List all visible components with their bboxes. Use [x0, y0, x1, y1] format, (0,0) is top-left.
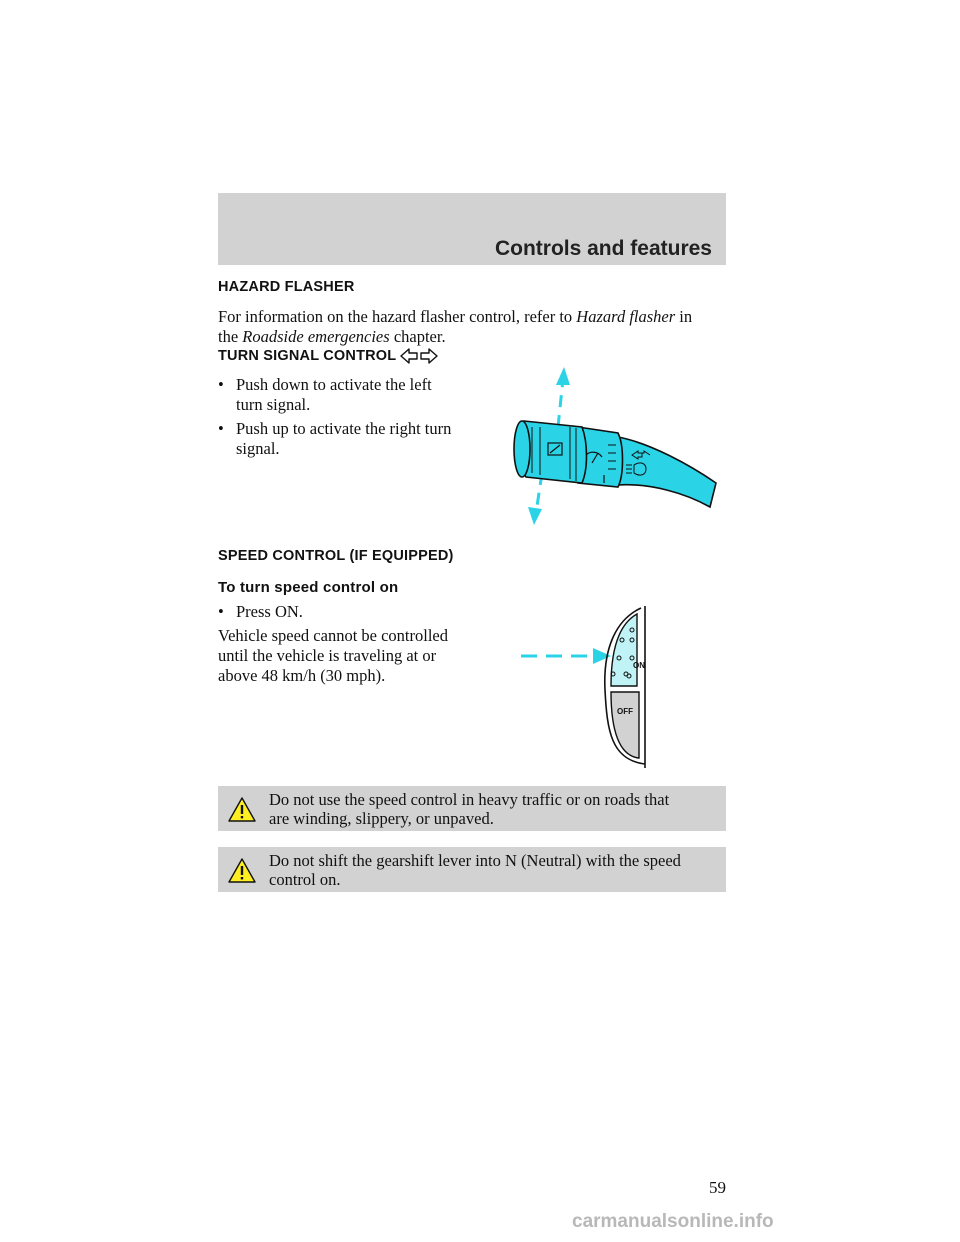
hazard-body: For information on the hazard flasher control, refer to Hazard flasher in the Roadside emergencies chapter.: [218, 307, 693, 346]
list-item: • Push down to activate the left turn signal.: [218, 375, 432, 414]
speed-control-subheading: To turn speed control on: [218, 579, 399, 596]
page-number: 59: [709, 1178, 726, 1197]
warning-box: [218, 847, 726, 892]
warning-box: [218, 786, 726, 831]
hazard-flasher-reference: Hazard flasher: [576, 307, 676, 326]
off-button: [611, 692, 639, 758]
list-item: • Push up to activate the right turn signal.: [218, 419, 452, 458]
warning-triangle-icon: [228, 858, 256, 883]
off-label: OFF: [617, 707, 633, 716]
turn-arrows-icon: [400, 347, 438, 365]
warning-triangle-icon: [228, 797, 256, 822]
footer-watermark[interactable]: carmanualsonline.info: [572, 1211, 774, 1232]
on-label: ON: [633, 661, 645, 670]
section-header-bar: [218, 193, 726, 265]
hazard-heading: HAZARD FLASHER: [218, 279, 355, 295]
roadside-emergencies-reference: Roadside emergencies: [242, 327, 390, 346]
list-item: • Press ON.: [218, 602, 303, 621]
turn-signal-heading: TURN SIGNAL CONTROL: [218, 347, 438, 365]
warning-text: Do not shift the gearshift lever into N (Neutral) with the speed control on.: [269, 851, 681, 889]
speed-control-switch-illustration: [515, 600, 675, 772]
warning-text: Do not use the speed control in heavy traffic or on roads that are winding, slippery, or unpaved.: [269, 790, 670, 828]
speed-control-heading: SPEED CONTROL (IF EQUIPPED): [218, 548, 454, 564]
section-title: Controls and features: [494, 237, 712, 260]
turn-signal-lever-illustration: [500, 365, 725, 530]
speed-control-paragraph: Vehicle speed cannot be controlled until the vehicle is traveling at or above 48 km/h (30 mph).: [218, 626, 448, 685]
